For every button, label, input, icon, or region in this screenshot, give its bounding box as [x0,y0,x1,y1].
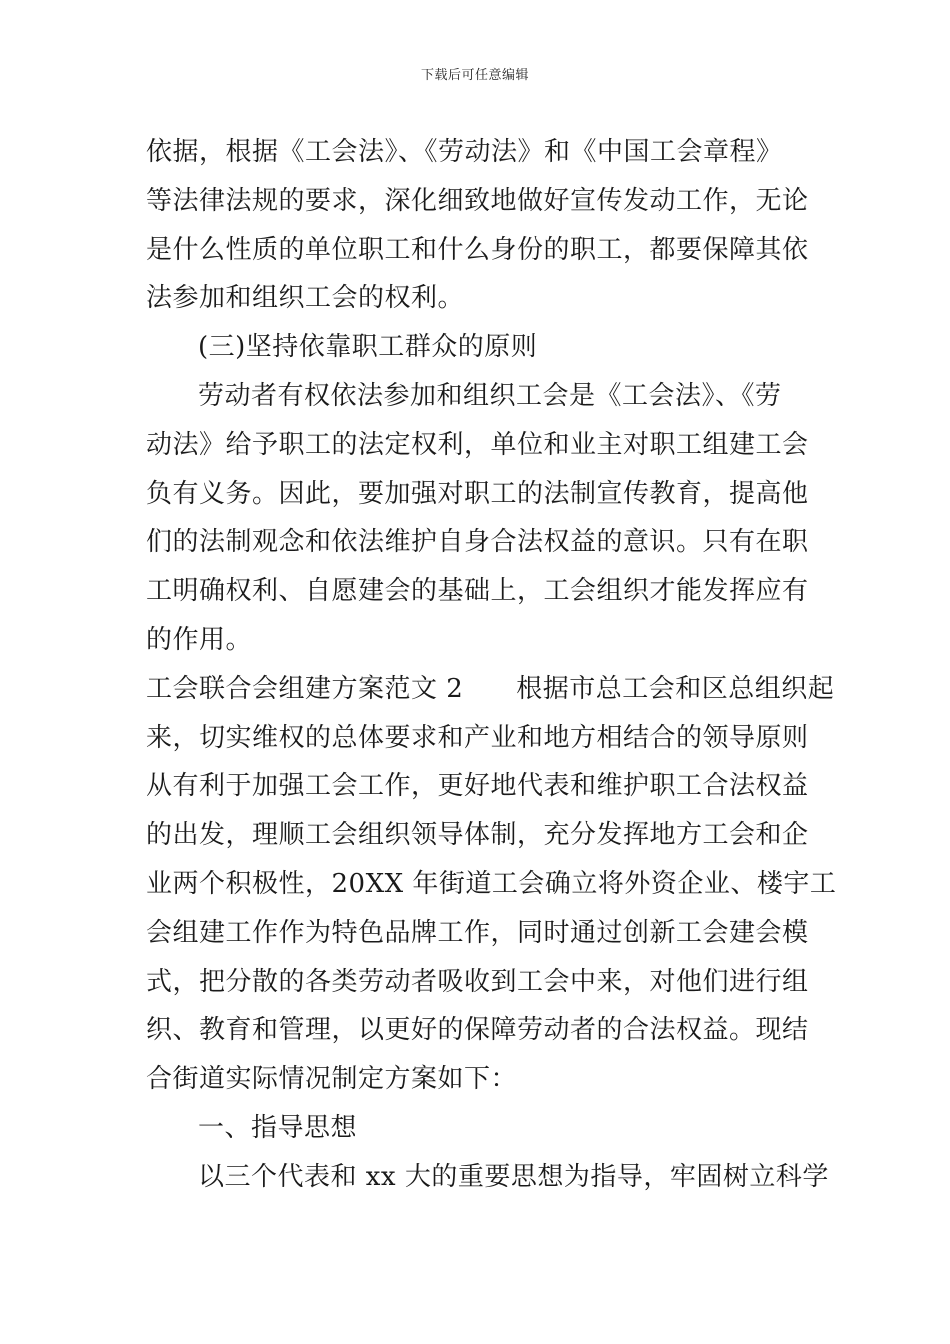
text-line: 法参加和组织工会的权利。 [146,283,465,314]
text-line: 是什么性质的单位职工和什么身份的职工，都要保障其依 [146,234,809,265]
text-line: 劳动者有权依法参加和组织工会是《工会法》、《劳 [198,380,782,411]
text-line: 从有利于加强工会工作，更好地代表和维护职工合法权益 [146,771,809,802]
text-line: 一、指导思想 [198,1112,358,1143]
text-line: 合街道实际情况制定方案如下： [146,1064,518,1095]
text-line: 依据，根据《工会法》、《劳动法》和《中国工会章程》 [146,137,783,167]
page-header: 下载后可任意编辑 [420,68,529,83]
text-line: 负有义务。因此，要加强对职工的法制宣传教育，提高他 [146,478,809,509]
document-body [146,128,837,1202]
text-line: 们的法制观念和依法维护自身合法权益的意识。只有在职 [146,527,809,558]
text-line: 织、教育和管理，以更好的保障劳动者的合法权益。现结 [146,1015,809,1046]
text-line: 动法》给予职工的法定权利，单位和业主对职工组建工会 [146,429,809,460]
text-line: (三)坚持依靠职工群众的原则 [198,332,538,363]
text-line: 等法律法规的要求，深化细致地做好宣传发动工作，无论 [146,185,809,216]
text-line: 的出发，理顺工会组织领导体制，充分发挥地方工会和企 [146,820,809,851]
text-line: 以三个代表和 xx 大的重要思想为指导，牢固树立科学 [198,1161,829,1192]
text-line: 工明确权利、自愿建会的基础上，工会组织才能发挥应有 [146,576,809,607]
text-line: 业两个积极性，20XX 年街道工会确立将外资企业、楼宇工 [146,868,837,899]
text-line: 来，切实维权的总体要求和产业和地方相结合的领导原则 [146,722,809,753]
text-line: 的作用。 [146,624,253,655]
text-line: 工会联合会组建方案范文 2 根据市总工会和区总组织起 [146,673,835,704]
text-line: 会组建工作作为特色品牌工作，同时通过创新工会建会模 [146,917,809,948]
text-line: 式，把分散的各类劳动者吸收到工会中来，对他们进行组 [146,966,809,997]
